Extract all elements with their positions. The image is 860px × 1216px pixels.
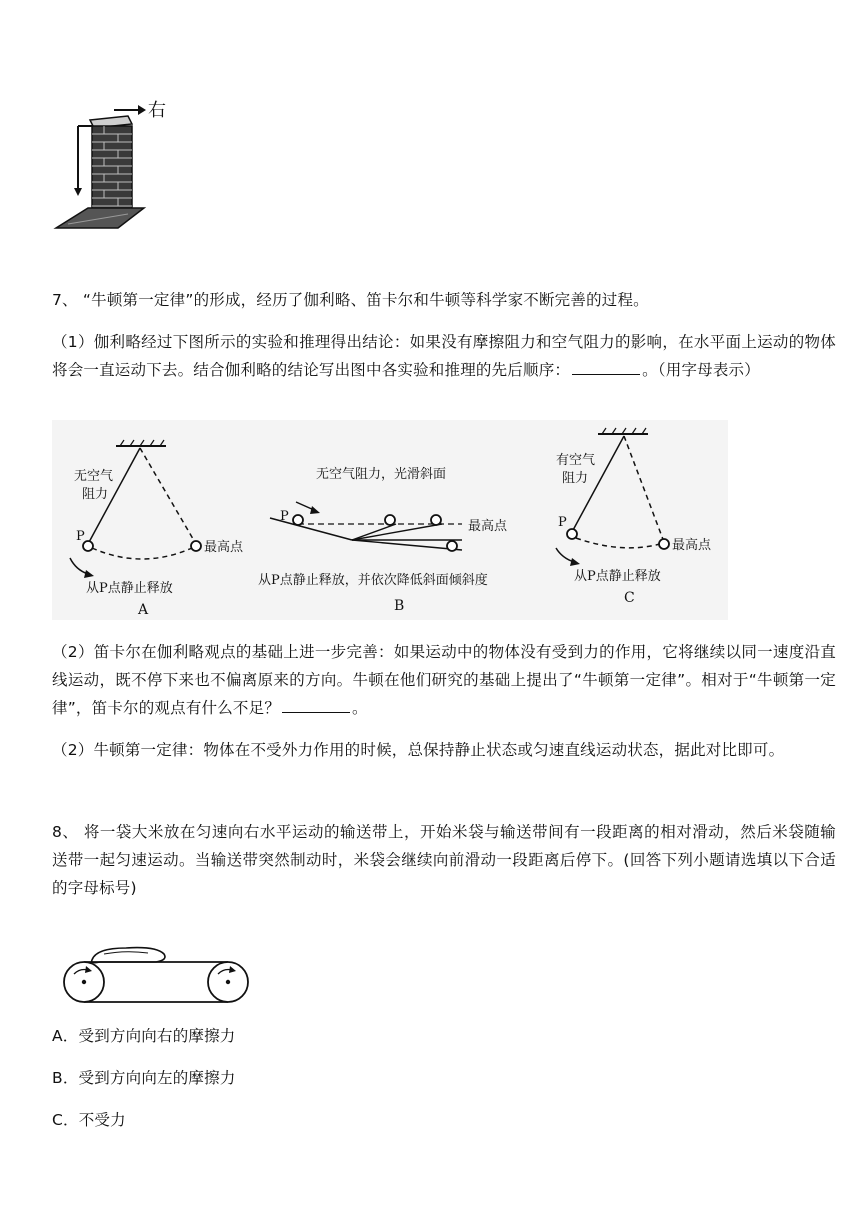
conveyor-belt-illustration — [56, 938, 256, 1006]
q8-option-b[interactable] — [52, 1064, 236, 1092]
q8-option-c-label: C．不受力 — [52, 1111, 126, 1129]
galileo-experiment-illustration — [52, 420, 728, 620]
b-release-text: 从P点静止释放，并依次降低斜面倾斜度 — [258, 573, 488, 588]
q7-part1-text: （1）伽利略经过下图所示的实验和推理得出结论：如果没有摩擦阻力和空气阻力的影响，在水平面上运动的物体将会一直运动下去。结合伽利略的结论写出图中各实验和推理的先后顺序： — [52, 333, 836, 379]
c-text2: 阻力 — [562, 471, 589, 486]
c-release-text: 从P点静止释放 — [574, 569, 661, 584]
q8-option-b-label: B．受到方向向左的摩擦力 — [52, 1069, 236, 1087]
a-label: A — [138, 602, 149, 618]
galileo-experiment-figure — [52, 420, 728, 620]
q8-option-c[interactable] — [52, 1106, 126, 1134]
q8-option-a-label: A．受到方向向右的摩擦力 — [52, 1027, 236, 1045]
q7-part1-suffix: 。（用字母表示） — [642, 361, 760, 379]
q7-note-text: （2）牛顿第一定律：物体在不受外力作用的时候，总保持静止状态或匀速直线运动状态，据此对比即可。 — [52, 741, 785, 759]
q8-stem — [52, 818, 836, 902]
q7-stem — [52, 286, 832, 314]
brick-wall-illustration — [48, 92, 178, 232]
q8-number: 8、 — [52, 823, 79, 841]
b-label: B — [394, 598, 405, 614]
c-label: C — [624, 590, 635, 606]
q8-option-a[interactable] — [52, 1022, 236, 1050]
c-text1: 有空气 — [556, 453, 596, 468]
q7-part2-suffix: 。 — [352, 699, 368, 717]
c-p-label: P — [558, 515, 567, 530]
a-p-label: P — [76, 529, 85, 544]
q7-stem-text: “牛顿第一定律”的形成，经历了伽利略、笛卡尔和牛顿等科学家不断完善的过程。 — [82, 291, 649, 309]
b-p-label: P — [280, 509, 289, 524]
q7-part2-answer-blank[interactable] — [282, 698, 350, 713]
b-top-label: 最高点 — [468, 519, 508, 534]
q7-part2 — [52, 638, 836, 722]
a-top-label: 最高点 — [204, 540, 244, 555]
q7-note — [52, 736, 836, 764]
c-top-label: 最高点 — [672, 538, 712, 553]
a-release-text: 从P点静止释放 — [86, 581, 173, 596]
q8-stem-text: 将一袋大米放在匀速向右水平运动的输送带上，开始米袋与输送带间有一段距离的相对滑动，然后米袋随输送带一起匀速运动。当输送带突然制动时，米袋会继续向前滑动一段距离后停下。(回答下列小题请选填以下合适的字母标号) — [52, 823, 836, 897]
b-title: 无空气阻力，光滑斜面 — [316, 467, 447, 482]
q7-part2-text: （2）笛卡尔在伽利略观点的基础上进一步完善：如果运动中的物体没有受到力的作用，它将继续以同一速度沿直线运动，既不停下来也不偏离原来的方向。牛顿在他们研究的基础上提出了“牛顿第一定律”。相对于“牛顿第一定律”，笛卡尔的观点有什么不足？ — [52, 643, 836, 717]
arrow-label: 右 — [148, 100, 166, 121]
q7-part1-answer-blank[interactable] — [572, 360, 640, 375]
conveyor-belt-figure — [56, 938, 256, 1006]
q7-number: 7、 — [52, 291, 78, 309]
brick-wall-figure — [48, 92, 178, 232]
a-text1: 无空气 — [74, 469, 114, 484]
a-text2: 阻力 — [82, 487, 109, 502]
q7-part1 — [52, 328, 836, 384]
